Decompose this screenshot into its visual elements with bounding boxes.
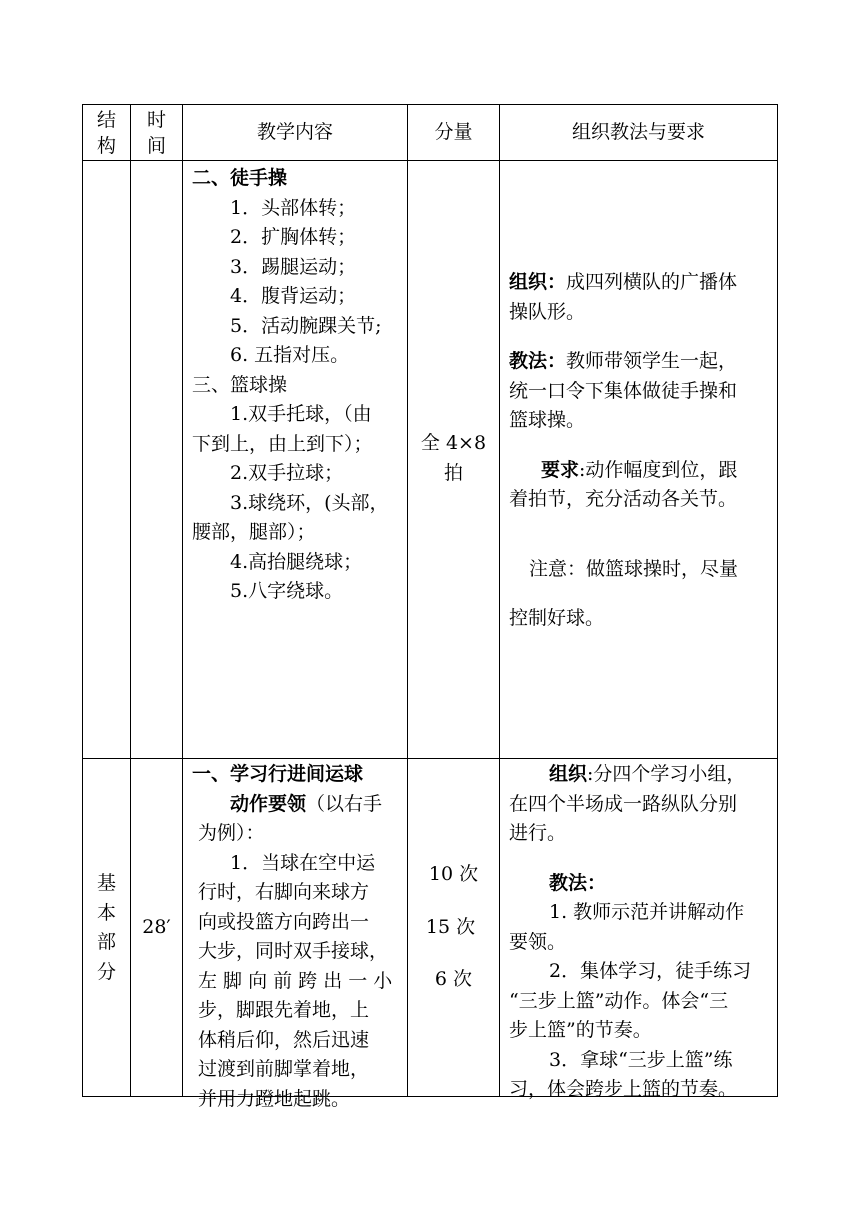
requirement-text: :动作幅度到位，跟 [579,458,738,481]
note-text: 注意：做篮球操时，尽量 [529,557,739,580]
column-divider-1 [130,104,131,1097]
structure-char: 本 [96,901,116,924]
method-line: “三步上篮”动作。体会“三 [509,989,729,1012]
requirement-text: 着拍节，充分活动各关节。 [509,488,738,510]
note-text: 控制好球。 [509,607,605,629]
amount-line: 拍 [443,461,463,484]
lesson-plan-table [82,104,778,1110]
structure-char: 基 [96,872,116,894]
method-line: 2．集体学习，徒手练习 [549,960,752,982]
list-item: 5.八字绕球。 [230,580,344,602]
method-line: 1. 教师示范并讲解动作 [549,901,745,923]
list-item: 4.高抬腿绕球； [230,550,363,573]
header-divider [82,160,778,161]
section1-title: 一、学习行进间运球 [192,763,364,785]
list-item: 4．腹背运动； [230,285,357,307]
content-line: 过渡到前脚掌着地， [198,1058,370,1080]
structure-char: 部 [96,931,116,953]
row2-time [131,913,182,943]
teaching-method-text: 统一口令下集体做徒手操和 [509,379,738,402]
teaching-method-label: 教法： [509,350,567,372]
organization-text: :分四个学习小组， [587,763,746,785]
column-divider-4 [499,104,500,1097]
row1-content [192,164,404,607]
list-item: 3.球绕环，(头部， [230,491,389,514]
row1-method [509,268,774,634]
list-item: 2.双手拉球； [230,462,344,484]
list-item-continued: 下到上，由上到下）； [192,432,373,455]
key-points-note: （以右手 [306,792,383,815]
row1-amount [408,429,499,488]
requirement-label: 要求 [541,458,580,481]
column-divider-2 [182,104,183,1097]
content-line: 步，脚跟先着地，上 [198,999,370,1021]
organization-text: 操队形。 [509,300,586,323]
content-line: 向或投篮方向跨出一 [198,910,370,933]
organization-text: 在四个半场成一路纵队分别 [509,792,738,815]
content-line: 1．当球在空中运 [230,851,376,874]
header-content-text: 教学内容 [256,120,333,143]
method-line: 3．拿球“三步上篮”练 [549,1048,733,1071]
amount-value: 6 次 [434,968,473,990]
organization-text: 进行。 [509,822,567,844]
list-item: 2．扩胸体转； [230,226,357,248]
organization-text: 成四列横队的广播体 [566,271,738,293]
list-item: 1.双手托球，（由 [230,403,372,425]
list-item: 6. 五指对压。 [230,344,350,366]
row2-amounts [408,860,499,995]
content-line: 左 脚 向 前 跨 出 一 小 [198,969,393,992]
amount-value: 15 次 [425,915,476,938]
header-time [131,105,182,160]
header-method-text: 组织教法与要求 [571,120,705,143]
teaching-method-label: 教法： [549,871,607,894]
content-line: 大步，同时双手接球， [198,940,389,962]
organization-label: 组织： [509,271,567,293]
section3-title: 三、篮球操 [192,373,288,396]
method-line: 步上篮”的节奏。 [509,1019,652,1041]
header-structure [83,105,130,160]
method-line: 习，体会跨步上篮的节奏。 [509,1078,738,1100]
header-method [500,105,777,160]
header-amount-text: 分量 [434,120,473,143]
content-line: 并用力蹬地起跳。 [198,1087,351,1110]
key-points-note: 为例）： [198,822,265,844]
row-divider [82,758,778,759]
content-line: 体稍后仰，然后迅速 [198,1028,370,1051]
header-structure-text: 结构 [96,108,116,157]
list-item: 5．活动腕踝关节; [230,314,382,337]
row2-content [192,760,404,1114]
key-points-label: 动作要领 [230,792,307,815]
time-value: 28′ [142,916,171,938]
row2-structure [83,869,130,987]
amount-value: 10 次 [428,863,479,885]
header-amount [408,105,499,160]
list-item: 1．头部体转； [230,196,357,219]
teaching-method-text: 教师带领学生一起， [566,350,738,372]
row2-method [509,760,774,1105]
list-item: 3．踢腿运动； [230,255,357,278]
list-item-continued: 腰部，腿部）； [192,521,316,543]
content-line: 行时，右脚向来球方 [198,881,370,903]
header-time-text: 时间 [146,108,166,157]
organization-label: 组织 [549,763,588,785]
method-line: 要领。 [509,930,567,953]
table-border-right [777,104,778,1097]
header-content [183,105,407,160]
structure-char: 分 [96,960,116,983]
amount-line: 全 4×8 [420,432,487,454]
teaching-method-text: 篮球操。 [509,409,586,431]
section2-title: 二、徒手操 [192,167,288,189]
